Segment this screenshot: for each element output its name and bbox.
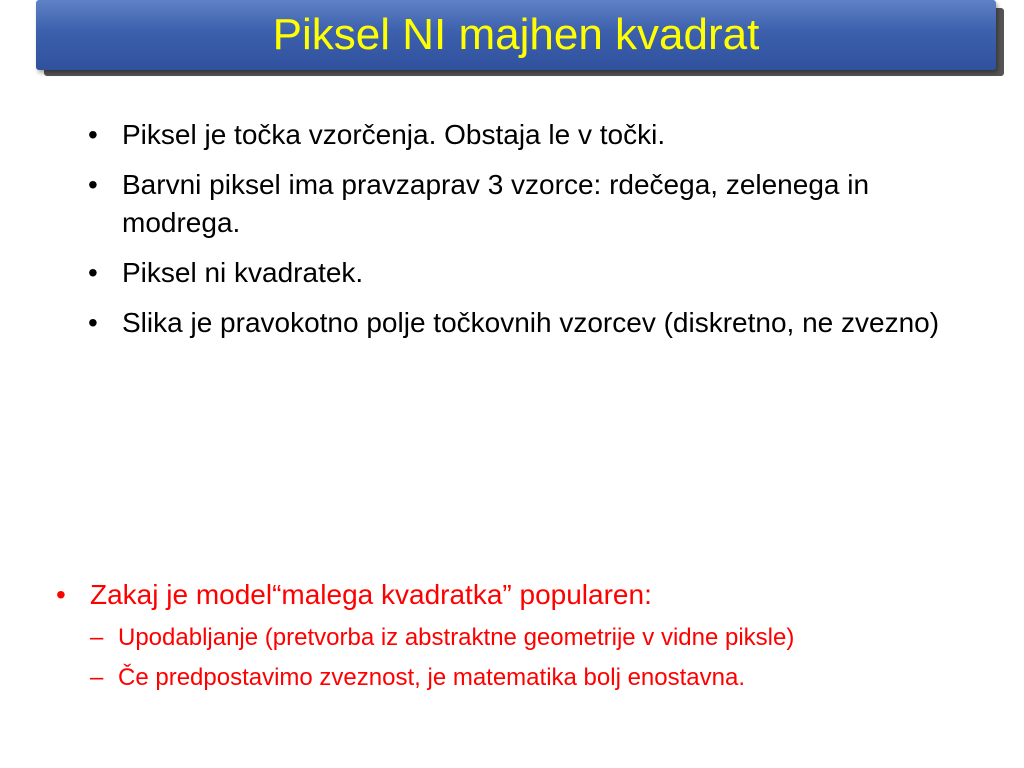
highlight-bullet-list — [56, 576, 976, 700]
title-bar — [36, 0, 996, 70]
sub-bullet-dash: – — [90, 664, 104, 691]
sub-bullet-dash: – — [90, 624, 104, 651]
bullet-dot: • — [88, 119, 98, 150]
bullet-item — [88, 116, 968, 154]
sub-bullet-text: Upodabljanje (pretvorba iz abstraktne geometrije v vidne piksle) — [118, 624, 795, 651]
sub-bullet-item — [90, 620, 976, 656]
bullet-dot: • — [88, 257, 98, 288]
main-bullet-list — [88, 116, 968, 354]
bullet-item — [88, 304, 968, 342]
highlight-bullet-text: Zakaj je model“malega kvadratka” popularen: — [90, 579, 652, 610]
bullet-text: Slika je pravokotno polje točkovnih vzorcev (diskretno, ne zvezno) — [122, 307, 940, 338]
bullet-item — [88, 166, 968, 242]
bullet-dot: • — [56, 579, 66, 610]
bullet-dot: • — [88, 307, 98, 338]
sub-bullet-list — [90, 620, 976, 696]
sub-bullet-text: Če predpostavimo zveznost, je matematika bolj enostavna. — [118, 664, 745, 691]
highlight-bullet-item — [56, 576, 976, 696]
slide-title: Piksel NI majhen kvadrat — [272, 10, 760, 59]
bullet-text: Barvni piksel ima pravzaprav 3 vzorce: rdečega, zelenega in modrega. — [122, 169, 870, 238]
bullet-text: Piksel ni kvadratek. — [122, 257, 364, 288]
bullet-dot: • — [88, 169, 98, 200]
bullet-item — [88, 254, 968, 292]
bullet-text: Piksel je točka vzorčenja. Obstaja le v točki. — [122, 119, 666, 150]
sub-bullet-item — [90, 660, 976, 696]
